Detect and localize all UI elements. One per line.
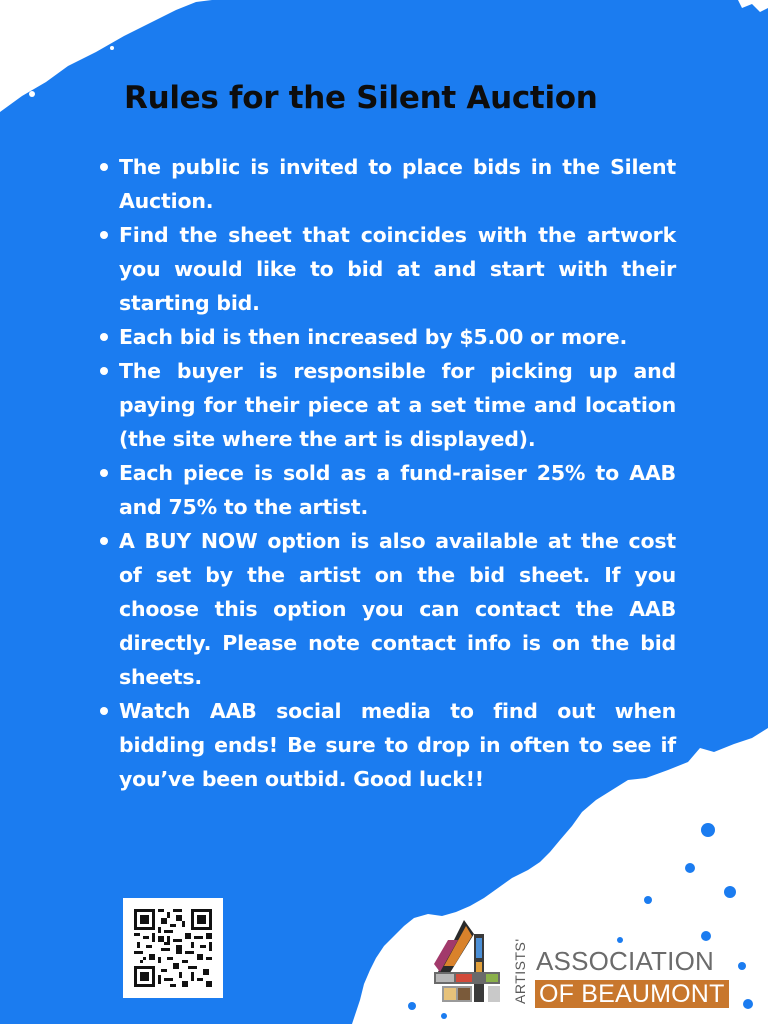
rule-item: The buyer is responsible for picking up and paying for their piece at a set time and location (the site where the art is displayed).	[98, 354, 676, 456]
rule-item: Watch AAB social media to find out when bidding ends! Be sure to drop in often to see if you’ve been outbid. Good luck!!	[98, 694, 676, 796]
logo-beaumont-banner	[535, 980, 729, 1008]
logo-beaumont-text: OF BEAUMONT	[539, 980, 725, 1008]
rule-item: Find the sheet that coincides with the artwork you would like to bid at and start with their starting bid.	[98, 218, 676, 320]
rules-list	[98, 150, 676, 796]
page-title: Rules for the Silent Auction	[124, 80, 598, 116]
logo-association-text: ASSOCIATION	[536, 946, 714, 976]
artists-association-logo-mark	[430, 916, 510, 1008]
rule-item: Each bid is then increased by $5.00 or more.	[98, 320, 676, 354]
qr-code[interactable]	[123, 898, 223, 998]
rule-item: Each piece is sold as a fund-raiser 25% to AAB and 75% to the artist.	[98, 456, 676, 524]
rule-item: A BUY NOW option is also available at the cost of set by the artist on the bid sheet. If you choose this option you can contact the AAB directly. Please note contact info is on the bid sheets.	[98, 524, 676, 694]
logo-artists-text: ARTISTS'	[512, 938, 528, 1004]
qr-code-icon	[134, 909, 212, 987]
rule-item: The public is invited to place bids in the Silent Auction.	[98, 150, 676, 218]
